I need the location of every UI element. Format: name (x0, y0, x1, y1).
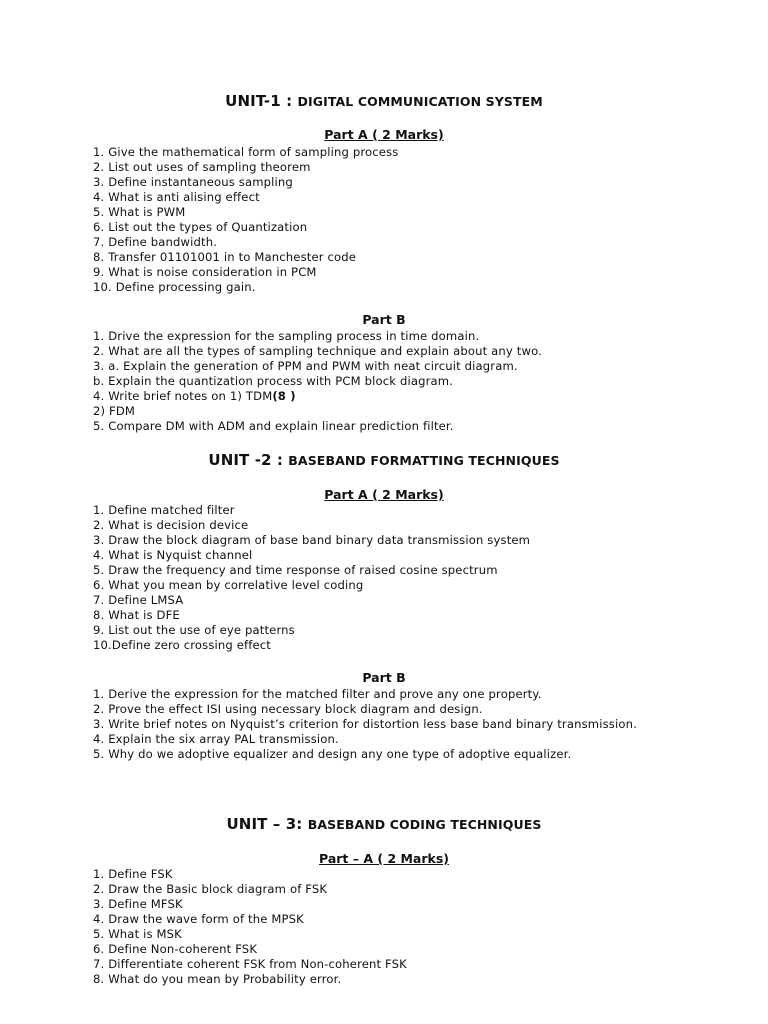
list-item: 5. What is PWM (93, 205, 186, 219)
list-item: 1. Derive the expression for the matched filter and prove any one property. (93, 687, 542, 701)
list-item: 3. Draw the block diagram of base band binary data transmission system (93, 533, 531, 547)
unit-1-name: DIGITAL COMMUNICATION SYSTEM (297, 94, 543, 109)
question-text: 4. Write brief notes on 1) TDM (93, 389, 273, 403)
list-item: 4. Draw the wave form of the MPSK (93, 912, 304, 926)
list-item: 4. Explain the six array PAL transmission. (93, 732, 339, 746)
list-item: 4. What is Nyquist channel (93, 548, 253, 562)
list-item: 5. Draw the frequency and time response of raised cosine spectrum (93, 563, 498, 577)
list-item: 5. Why do we adoptive equalizer and design any one type of adoptive equalizer. (93, 747, 572, 761)
list-item: 2) FDM (93, 404, 136, 418)
unit-2-part-b-heading: Part B (362, 670, 406, 685)
list-item: 1. Define FSK (93, 867, 173, 881)
list-item: b. Explain the quantization process with PCM block diagram. (93, 374, 454, 388)
list-item: 2. Prove the effect ISI using necessary block diagram and design. (93, 702, 483, 716)
unit-3-part-a-heading: Part – A ( 2 Marks) (319, 851, 449, 866)
marks-label: (8 ) (272, 389, 296, 403)
unit-3-name: BASEBAND CODING TECHNIQUES (307, 817, 542, 832)
list-item: 2. What is decision device (93, 518, 249, 532)
unit-1-part-b-list (93, 329, 753, 434)
list-item: 10.Define zero crossing effect (93, 638, 271, 652)
list-item: 9. List out the use of eye patterns (93, 623, 295, 637)
list-item: 6. Define Non-coherent FSK (93, 942, 258, 956)
list-item: 2. Draw the Basic block diagram of FSK (93, 882, 328, 896)
unit-1-part-a-heading: Part A ( 2 Marks) (324, 127, 444, 142)
list-item: 1. Give the mathematical form of sampling process (93, 145, 399, 159)
list-item: 8. What is DFE (93, 608, 180, 622)
unit-2-prefix: UNIT -2 : (208, 451, 289, 469)
unit-2-part-a-list (93, 503, 753, 653)
list-item: 7. Define LMSA (93, 593, 184, 607)
list-item: 1. Define matched filter (93, 503, 235, 517)
list-item: 5. What is MSK (93, 927, 182, 941)
unit-2-name: BASEBAND FORMATTING TECHNIQUES (288, 453, 560, 468)
list-item: 6. List out the types of Quantization (93, 220, 308, 234)
list-item: 1. Drive the expression for the sampling process in time domain. (93, 329, 480, 343)
list-item: 7. Differentiate coherent FSK from Non-coherent FSK (93, 957, 407, 971)
list-item: 8. What do you mean by Probability error. (93, 972, 342, 986)
unit-3-part-a-list (93, 867, 753, 987)
unit-2-part-a-heading: Part A ( 2 Marks) (324, 487, 444, 502)
unit-3-prefix: UNIT – 3: (226, 815, 308, 833)
list-item: 3. Define MFSK (93, 897, 183, 911)
list-item (93, 389, 753, 404)
unit-1-prefix: UNIT-1 : (225, 92, 298, 110)
list-item: 7. Define bandwidth. (93, 235, 218, 249)
list-item: 4. What is anti alising effect (93, 190, 260, 204)
list-item: 2. What are all the types of sampling technique and explain about any two. (93, 344, 542, 358)
unit-1-title (0, 92, 768, 110)
list-item: 3. Write brief notes on Nyquist’s criterion for distortion less base band binary transmission. (93, 717, 637, 731)
unit-1-part-b-heading: Part B (362, 312, 406, 327)
unit-3-title (0, 815, 768, 833)
list-item: 8. Transfer 01101001 in to Manchester code (93, 250, 357, 264)
list-item: 9. What is noise consideration in PCM (93, 265, 317, 279)
list-item: 3. a. Explain the generation of PPM and PWM with neat circuit diagram. (93, 359, 518, 373)
unit-2-title (0, 451, 768, 469)
list-item: 10. Define processing gain. (93, 280, 256, 294)
list-item: 5. Compare DM with ADM and explain linear prediction filter. (93, 419, 454, 433)
list-item: 6. What you mean by correlative level coding (93, 578, 364, 592)
unit-2-part-b-list (93, 687, 753, 762)
list-item: 2. List out uses of sampling theorem (93, 160, 311, 174)
unit-1-part-a-list (93, 145, 753, 295)
list-item: 3. Define instantaneous sampling (93, 175, 293, 189)
